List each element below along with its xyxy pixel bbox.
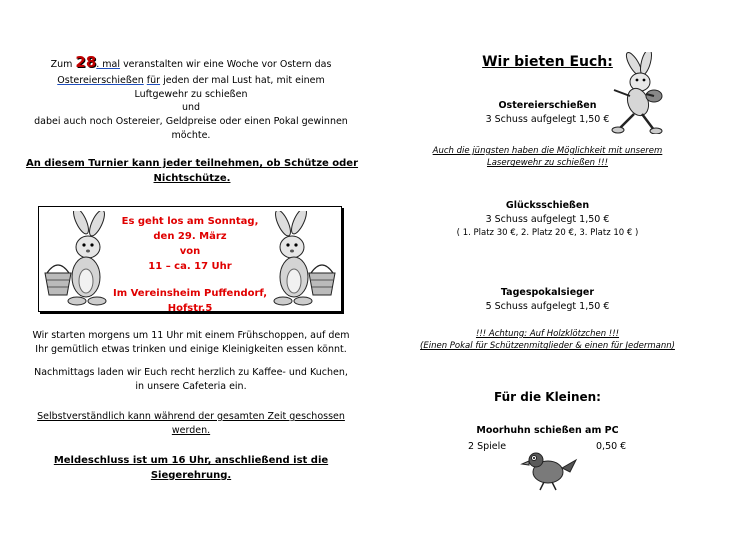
rabbit-with-basket-icon	[267, 211, 339, 307]
start-line-1: Wir starten morgens um 11 Uhr mit einem Frühschoppen, auf dem	[32, 330, 350, 341]
nachmittags-paragraph	[25, 366, 357, 394]
nachmittags-line-1: Nachmittags laden wir Euch recht herzlich zu Kaffee- und Kuchen,	[34, 367, 348, 378]
intro-line-3: Luftgewehr zu schießen	[134, 88, 248, 100]
turnier-line-1: An diesem Turnier kann jeder teilnehmen, ob Schütze oder	[25, 158, 359, 169]
melde-line-2: Siegerehrung.	[150, 469, 232, 481]
event-start-label: Es geht los am Sonntag,	[121, 216, 259, 227]
event-date: den 29. März	[153, 231, 227, 242]
tages-note-line-2: (Einen Pokal für Schützenmitglieder & einen für Jedermann)	[420, 341, 675, 352]
glueck-name: Glücksschießen	[505, 200, 590, 211]
nachmittags-line-2: in unsere Cafeteria ein.	[135, 380, 247, 392]
start-line-2: Ihr gemütlich etwas trinken und einige Kleinigkeiten essen könnt.	[35, 343, 347, 355]
turnier-line-2: Nichtschütze.	[153, 172, 231, 184]
intro-line-5: dabei auch noch Ostereier, Geldpreise oder einen Pokal gewinnen	[34, 116, 348, 128]
event-time: 11 – ca. 17 Uhr	[148, 261, 232, 272]
moorhuhn-spiele: 2 Spiele	[468, 441, 507, 452]
moorhuhn-name: Moorhuhn schießen am PC	[476, 425, 619, 436]
oster-name: Ostereierschießen	[498, 100, 597, 111]
start-paragraph	[25, 329, 357, 357]
oster-note-line-2: Lasergewehr zu schießen !!!	[486, 158, 608, 169]
event-von: von	[179, 246, 201, 257]
glueck-prizes: ( 1. Platz 30 €, 2. Platz 20 €, 3. Platz 10 € )	[456, 227, 639, 238]
moorhuhn-price: 0,50 €	[596, 441, 627, 452]
tages-note	[400, 328, 695, 353]
oster-offer	[460, 99, 635, 127]
glueck-price: 3 Schuss aufgelegt 1,50 €	[485, 213, 610, 225]
moorhuhn-chicken-icon	[520, 446, 580, 492]
turnier-notice	[22, 157, 362, 186]
tages-offer	[460, 286, 635, 314]
tages-name: Tagespokalsieger	[500, 287, 595, 298]
intro-line-2: Ostereierschießen für jeden der mal Lust hat, mit einem	[57, 74, 325, 86]
oster-note	[400, 145, 695, 170]
oster-note-line-1: Auch die jüngsten haben die Möglichkeit mit unserem	[432, 146, 663, 156]
gesamt-paragraph	[25, 410, 357, 438]
edition-number: 28	[75, 53, 97, 71]
offer-title: Wir bieten Euch:	[482, 54, 613, 70]
intro-line-4: und	[181, 102, 201, 114]
glueck-offer	[430, 199, 665, 239]
intro-paragraph	[25, 52, 357, 143]
oster-price: 3 Schuss aufgelegt 1,50 €	[485, 113, 610, 125]
event-details	[109, 214, 271, 274]
intro-line-1: Zum 28. mal veranstalten wir eine Woche vor Ostern das	[50, 53, 332, 71]
kleine-title: Für die Kleinen:	[494, 390, 601, 404]
gesamt-line-2: werden.	[171, 424, 211, 436]
melde-line-1: Meldeschluss ist um 16 Uhr, anschließend ist die	[53, 455, 329, 466]
tages-price: 5 Schuss aufgelegt 1,50 €	[485, 300, 610, 312]
event-location: Im Vereinsheim Puffendorf, Hofstr.5	[112, 288, 268, 314]
intro-line-6: möchte.	[171, 129, 211, 141]
gesamt-line-1: Selbstverständlich kann während der gesamten Zeit geschossen	[37, 411, 345, 422]
tages-note-line-1: !!! Achtung: Auf Holzklötzchen !!!	[475, 329, 620, 339]
event-info-box	[38, 206, 342, 312]
meldeschluss-notice	[25, 454, 357, 483]
